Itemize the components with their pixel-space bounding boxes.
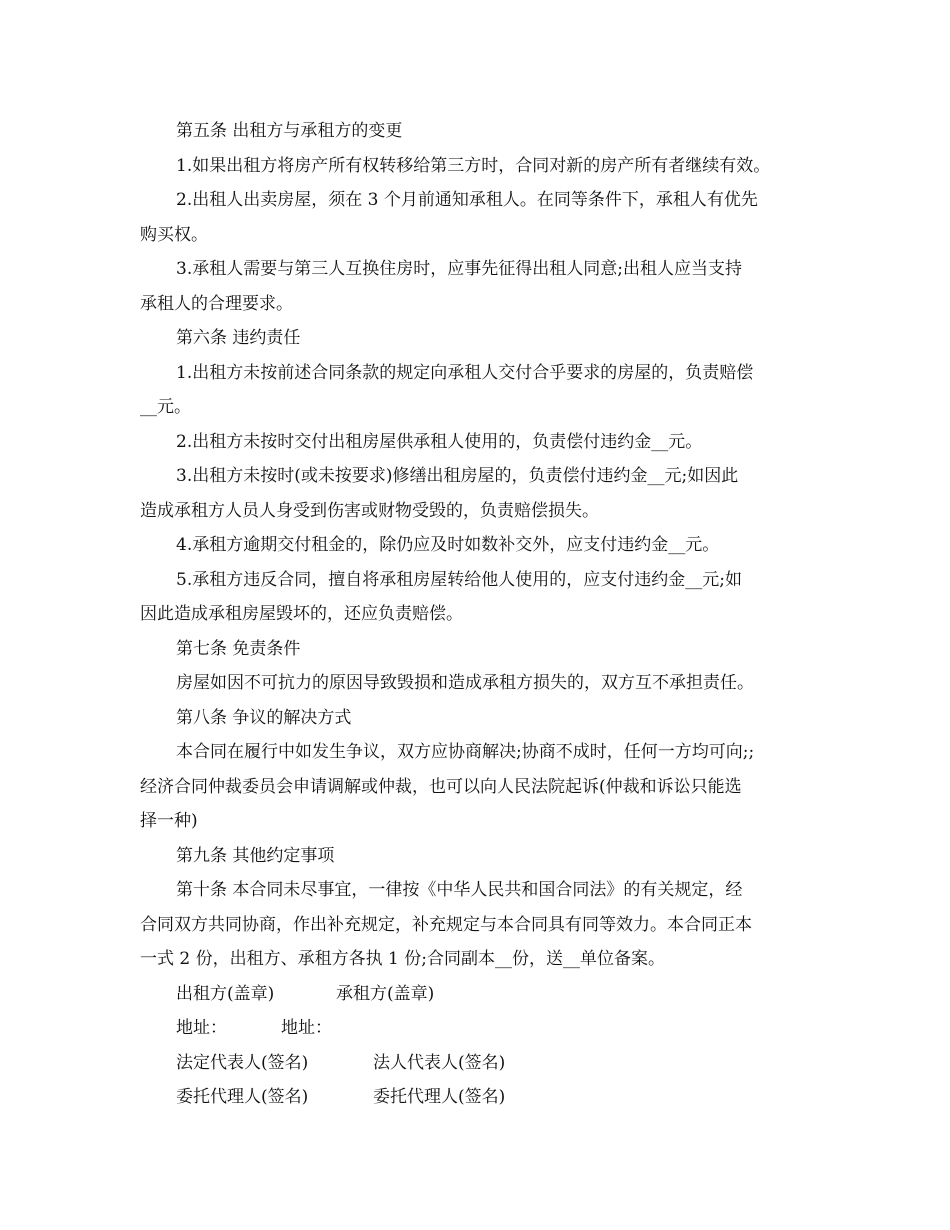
text-line: 经济合同仲裁委员会申请调解或仲裁，也可以向人民法院起诉(仲裁和诉讼只能选	[140, 776, 742, 797]
text-line: 房屋如因不可抗力的原因导致毁损和造成承租方损失的，双方互不承担责任。	[176, 673, 754, 693]
text-line: 5.承租方违反合同，擅自将承租房屋转给他人使用的，应支付违约金__元;如	[176, 569, 742, 590]
text-line: 3.承租人需要与第三人互换住房时，应事先征得出租人同意;出租人应当支持	[176, 259, 742, 279]
text-line: 1.如果出租方将房产所有权转移给第三方时，合同对新的房产所有者继续有效。	[176, 155, 771, 176]
text-line: 第五条 出租方与承租方的变更	[176, 121, 403, 141]
text-line: 4.承租方逾期交付租金的，除仍应及时如数补交外，应支付违约金__元。	[176, 535, 720, 555]
text-line: 本合同在履行中如发生争议，双方应协商解决;协商不成时，任何一方均可向;;	[176, 742, 755, 762]
signature-row	[140, 1080, 820, 1115]
text-line: 第九条 其他约定事项	[176, 845, 335, 866]
contract-text	[140, 114, 820, 977]
text-line: 2.出租方未按时交付出租房屋供承租人使用的，负责偿付违约金__元。	[176, 431, 703, 452]
text-line: 第八条 争议的解决方式	[176, 707, 352, 728]
text-line: 购买权。	[140, 224, 208, 245]
signature-row	[140, 1011, 820, 1046]
text-line: 择一种)	[140, 811, 198, 831]
text-line: 2.出租人出卖房屋，须在 3 个月前通知承租人。在同等条件下，承租人有优先	[176, 190, 758, 210]
signature-right-label: 委托代理人(签名)	[373, 1087, 506, 1107]
text-line: 承租人的合理要求。	[140, 293, 293, 314]
document-body	[140, 114, 820, 1115]
signature-row	[140, 977, 820, 1012]
signature-left-label: 地址：	[176, 1018, 227, 1038]
text-line: 第六条 违约责任	[176, 328, 301, 348]
signature-block	[140, 977, 820, 1115]
signature-left-label: 出租方(盖章)	[176, 983, 275, 1004]
text-line: 因此造成承租房屋毁坏的，还应负责赔偿。	[140, 604, 463, 624]
text-line: 1.出租方未按前述合同条款的规定向承租人交付合乎要求的房屋的，负责赔偿	[176, 362, 754, 383]
signature-left-label: 法定代表人(签名)	[176, 1052, 309, 1073]
text-line: __元。	[140, 397, 191, 417]
signature-right-label: 承租方(盖章)	[336, 983, 435, 1004]
text-line: 造成承租方人员人身受到伤害或财物受毁的，负责赔偿损失。	[140, 500, 599, 521]
text-line: 第十条 本合同未尽事宜，一律按《中华人民共和国合同法》的有关规定，经	[176, 880, 743, 900]
text-line: 一式 2 份，出租方、承租方各执 1 份;合同副本__份，送__单位备案。	[140, 949, 665, 969]
text-line: 第七条 免责条件	[176, 638, 301, 659]
signature-row	[140, 1046, 820, 1081]
signature-right-label: 法人代表人(签名)	[373, 1052, 506, 1073]
text-line: 3.出租方未按时(或未按要求)修缮出租房屋的，负责偿付违约金__元;如因此	[176, 466, 739, 486]
signature-right-label: 地址：	[281, 1018, 332, 1038]
signature-left-label: 委托代理人(签名)	[176, 1087, 309, 1107]
text-line: 合同双方共同协商，作出补充规定，补充规定与本合同具有同等效力。本合同正本	[140, 914, 752, 935]
